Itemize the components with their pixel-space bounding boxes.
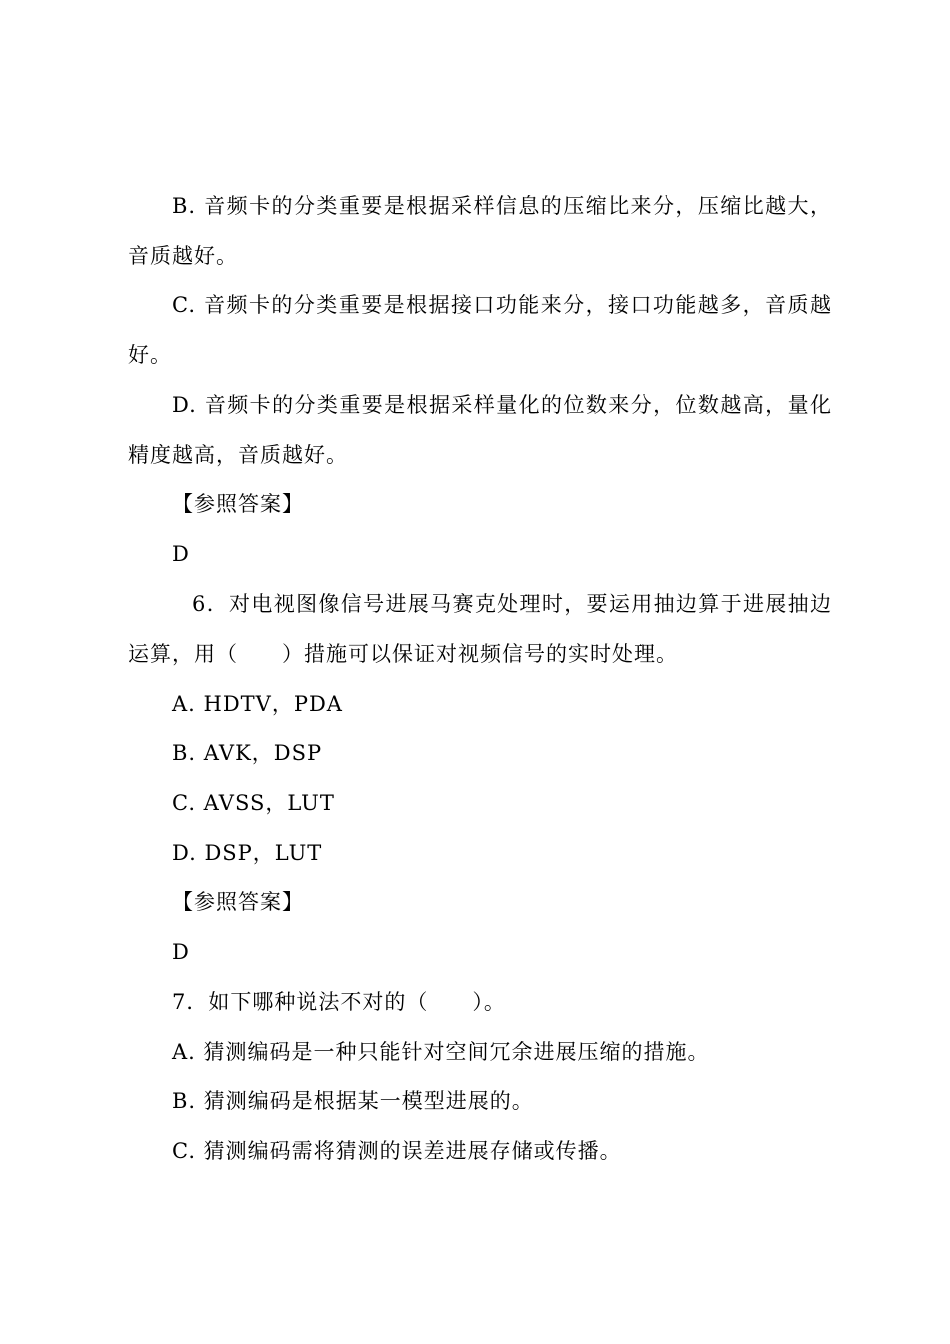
answer-heading: 【参照答案】 [172,890,304,914]
option-c-line-1: C. 音频卡的分类重要是根据接口功能来分，接口功能越多，音质越 [172,293,832,317]
option-b-line-2: 音质越好。 [128,244,238,268]
option-d-line-2: 精度越高，音质越好。 [128,443,348,467]
option-b-line-1: B. 音频卡的分类重要是根据采样信息的压缩比来分，压缩比越大， [172,194,832,218]
option-b: B. 猜测编码是根据某一模型进展的。 [172,1089,534,1113]
question-7: 7．如下哪种说法不对的（ ）。 [172,990,506,1014]
question-6-line-1: 6．对电视图像信号进展马赛克处理时，要运用抽边算于进展抽边 [192,592,832,616]
answer-value: D [172,940,190,964]
option-a: A. 猜测编码是一种只能针对空间冗余进展压缩的措施。 [172,1040,710,1064]
option-b: B. AVK，DSP [172,741,323,765]
question-6-line-2: 运算，用（ ）措施可以保证对视频信号的实时处理。 [128,642,678,666]
option-d-line-1: D. 音频卡的分类重要是根据采样量化的位数来分，位数越高，量化 [172,393,832,417]
option-c: C. 猜测编码需将猜测的误差进展存储或传播。 [172,1139,622,1163]
option-d: D. DSP，LUT [172,841,323,865]
answer-heading: 【参照答案】 [172,492,304,516]
option-a: A. HDTV，PDA [172,692,343,716]
answer-value: D [172,542,190,566]
option-c: C. AVSS，LUT [172,791,335,815]
option-c-line-2: 好。 [128,343,172,367]
